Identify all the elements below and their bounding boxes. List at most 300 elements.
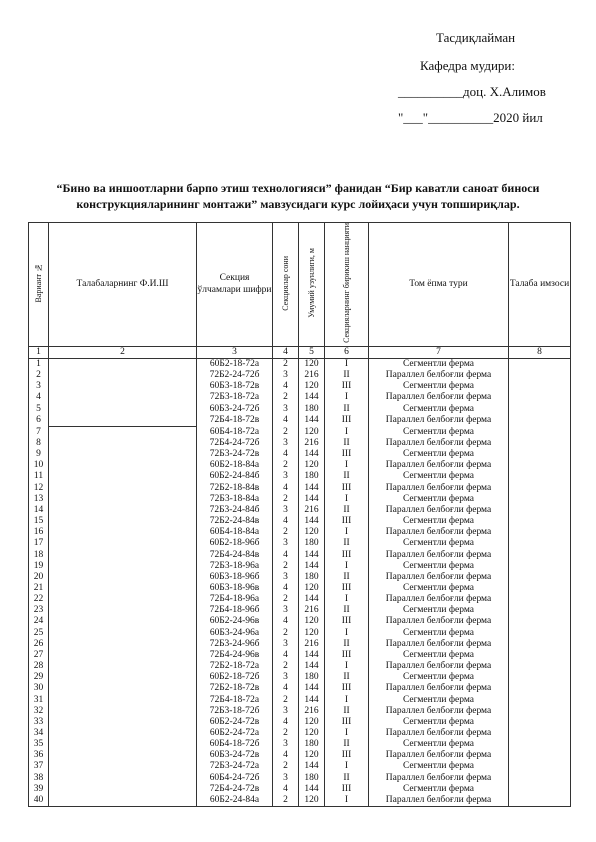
table-row — [29, 773, 571, 784]
roof-type-cell: Сегментли ферма — [369, 583, 509, 594]
table-row — [29, 661, 571, 672]
table-row — [29, 505, 571, 516]
table-row — [29, 460, 571, 471]
column-number: 1 — [29, 346, 49, 358]
student-name-cell[interactable] — [49, 516, 197, 527]
section-count-cell: 4 — [273, 550, 299, 561]
section-count-cell: 3 — [273, 739, 299, 750]
section-code-cell: 72Б3-18-72а — [197, 392, 273, 403]
variant-cell: 9 — [29, 449, 49, 460]
section-count-cell: 2 — [273, 661, 299, 672]
student-name-cell[interactable] — [49, 381, 197, 392]
roof-type-cell: Сегментли ферма — [369, 628, 509, 639]
student-name-cell[interactable] — [49, 392, 197, 403]
column-number: 4 — [273, 346, 299, 358]
title-line-2: конструкцияларининг монтажи” мавзусидаги курс лойиҳаси учун топшириқлар. — [76, 197, 520, 211]
joint-cell: III — [325, 650, 369, 661]
signature-cell[interactable] — [509, 483, 571, 494]
variant-cell: 2 — [29, 370, 49, 381]
section-code-cell: 60Б3-18-96в — [197, 583, 273, 594]
signature-cell[interactable] — [509, 683, 571, 694]
table-row — [29, 438, 571, 449]
roof-type-cell: Параллел белбоғли ферма — [369, 572, 509, 583]
student-name-cell[interactable] — [49, 695, 197, 706]
joint-cell: I — [325, 460, 369, 471]
section-count-cell: 2 — [273, 594, 299, 605]
joint-cell: I — [325, 527, 369, 538]
variant-cell: 7 — [29, 426, 49, 438]
section-count-cell: 3 — [273, 538, 299, 549]
section-code-cell: 72Б3-24-72в — [197, 449, 273, 460]
section-code-cell: 72Б3-18-84а — [197, 494, 273, 505]
table-row — [29, 750, 571, 761]
section-count-cell: 2 — [273, 695, 299, 706]
section-count-cell: 3 — [273, 404, 299, 415]
student-name-cell[interactable] — [49, 717, 197, 728]
student-name-cell[interactable] — [49, 605, 197, 616]
table-row — [29, 483, 571, 494]
variant-cell: 29 — [29, 672, 49, 683]
section-count-cell: 3 — [273, 471, 299, 482]
section-count-cell: 4 — [273, 583, 299, 594]
section-count-cell: 3 — [273, 370, 299, 381]
signature-cell[interactable] — [509, 616, 571, 627]
length-cell: 144 — [299, 761, 325, 772]
signature-cell[interactable] — [509, 750, 571, 761]
roof-type-cell: Сегментли ферма — [369, 739, 509, 750]
variant-cell: 15 — [29, 516, 49, 527]
column-number: 6 — [325, 346, 369, 358]
length-cell: 144 — [299, 683, 325, 694]
student-name-cell[interactable] — [49, 784, 197, 795]
table-row — [29, 695, 571, 706]
length-cell: 120 — [299, 750, 325, 761]
variant-cell: 11 — [29, 471, 49, 482]
column-number: 8 — [509, 346, 571, 358]
variant-cell: 8 — [29, 438, 49, 449]
student-name-cell[interactable] — [49, 572, 197, 583]
section-code-cell: 60Б3-18-72в — [197, 381, 273, 392]
signature-cell[interactable] — [509, 494, 571, 505]
section-count-cell: 3 — [273, 639, 299, 650]
section-code-cell: 72Б4-18-72а — [197, 695, 273, 706]
student-name-cell[interactable] — [49, 527, 197, 538]
section-count-cell: 4 — [273, 616, 299, 627]
section-code-cell: 60Б2-18-72б — [197, 672, 273, 683]
section-count-cell: 3 — [273, 773, 299, 784]
roof-type-cell: Параллел белбоғли ферма — [369, 639, 509, 650]
signature-cell[interactable] — [509, 392, 571, 403]
joint-cell: II — [325, 773, 369, 784]
section-code-cell: 60Б4-18-84а — [197, 527, 273, 538]
roof-type-cell: Параллел белбоғли ферма — [369, 392, 509, 403]
joint-cell: I — [325, 494, 369, 505]
length-cell: 216 — [299, 706, 325, 717]
variant-cell: 39 — [29, 784, 49, 795]
length-cell: 180 — [299, 572, 325, 583]
student-name-cell[interactable] — [49, 750, 197, 761]
joint-cell: I — [325, 695, 369, 706]
signature-cell[interactable] — [509, 358, 571, 370]
roof-type-cell: Параллел белбоғли ферма — [369, 594, 509, 605]
length-cell: 144 — [299, 661, 325, 672]
department-head-label: Кафедра мудири: — [420, 58, 515, 73]
joint-cell: III — [325, 717, 369, 728]
section-code-cell: 72Б4-24-96в — [197, 650, 273, 661]
length-cell: 144 — [299, 784, 325, 795]
student-name-cell[interactable] — [49, 628, 197, 639]
length-cell: 216 — [299, 605, 325, 616]
section-code-cell: 72Б3-18-96а — [197, 561, 273, 572]
roof-type-cell: Сегментли ферма — [369, 494, 509, 505]
section-count-cell: 4 — [273, 381, 299, 392]
table-row — [29, 639, 571, 650]
section-code-cell: 72Б4-18-72в — [197, 415, 273, 427]
section-count-cell: 3 — [273, 572, 299, 583]
signature-cell[interactable] — [509, 773, 571, 784]
student-name-cell[interactable] — [49, 471, 197, 482]
signature-cell[interactable] — [509, 527, 571, 538]
column-number: 7 — [369, 346, 509, 358]
length-cell: 180 — [299, 471, 325, 482]
signature-cell[interactable] — [509, 739, 571, 750]
student-name-cell[interactable] — [49, 739, 197, 750]
table-row — [29, 761, 571, 772]
roof-type-cell: Сегментли ферма — [369, 449, 509, 460]
joint-cell: III — [325, 449, 369, 460]
student-name-cell[interactable] — [49, 672, 197, 683]
roof-type-cell: Сегментли ферма — [369, 538, 509, 549]
student-name-cell[interactable] — [49, 505, 197, 516]
section-count-cell: 4 — [273, 750, 299, 761]
roof-type-cell: Параллел белбоғли ферма — [369, 505, 509, 516]
signature-cell[interactable] — [509, 594, 571, 605]
section-count-cell: 4 — [273, 449, 299, 460]
header-roof-type: Том ёпма тури — [369, 223, 509, 347]
roof-type-cell: Сегментли ферма — [369, 695, 509, 706]
length-cell: 216 — [299, 639, 325, 650]
signature-cell[interactable] — [509, 561, 571, 572]
joint-cell: I — [325, 561, 369, 572]
length-cell: 144 — [299, 650, 325, 661]
column-number: 5 — [299, 346, 325, 358]
section-count-cell: 2 — [273, 527, 299, 538]
roof-type-cell: Сегментли ферма — [369, 404, 509, 415]
roof-type-cell: Параллел белбоғли ферма — [369, 438, 509, 449]
length-cell: 144 — [299, 494, 325, 505]
length-cell: 144 — [299, 516, 325, 527]
section-count-cell: 4 — [273, 516, 299, 527]
joint-cell: III — [325, 784, 369, 795]
header-row — [29, 223, 571, 347]
variant-cell: 24 — [29, 616, 49, 627]
table-row — [29, 392, 571, 403]
variant-cell: 33 — [29, 717, 49, 728]
signature-cell[interactable] — [509, 784, 571, 795]
variant-cell: 21 — [29, 583, 49, 594]
length-cell: 120 — [299, 717, 325, 728]
section-code-cell: 60Б4-18-72б — [197, 739, 273, 750]
joint-cell: III — [325, 750, 369, 761]
roof-type-cell: Параллел белбоғли ферма — [369, 706, 509, 717]
variant-cell: 3 — [29, 381, 49, 392]
table-row — [29, 572, 571, 583]
length-cell: 144 — [299, 415, 325, 427]
table-row — [29, 650, 571, 661]
joint-cell: II — [325, 672, 369, 683]
length-cell: 216 — [299, 370, 325, 381]
signature-cell[interactable] — [509, 550, 571, 561]
joint-cell: II — [325, 505, 369, 516]
variant-cell: 20 — [29, 572, 49, 583]
roof-type-cell: Сегментли ферма — [369, 717, 509, 728]
section-code-cell: 72Б2-18-72а — [197, 661, 273, 672]
section-code-cell: 72Б3-18-72б — [197, 706, 273, 717]
variant-cell: 26 — [29, 639, 49, 650]
variant-cell: 32 — [29, 706, 49, 717]
length-cell: 144 — [299, 483, 325, 494]
roof-type-cell: Сегментли ферма — [369, 650, 509, 661]
section-code-cell: 72Б4-24-84в — [197, 550, 273, 561]
length-cell: 180 — [299, 538, 325, 549]
signature-cell[interactable] — [509, 381, 571, 392]
length-cell: 120 — [299, 616, 325, 627]
signature-cell[interactable] — [509, 605, 571, 616]
section-code-cell: 60Б3-24-72в — [197, 750, 273, 761]
student-name-cell[interactable] — [49, 550, 197, 561]
section-code-cell: 60Б2-18-96б — [197, 538, 273, 549]
signature-cell[interactable] — [509, 471, 571, 482]
variant-cell: 5 — [29, 404, 49, 415]
joint-cell: I — [325, 728, 369, 739]
section-count-cell: 3 — [273, 505, 299, 516]
approval-label: Тасдиқлайман — [436, 30, 516, 45]
roof-type-cell: Сегментли ферма — [369, 516, 509, 527]
joint-cell: II — [325, 739, 369, 750]
joint-cell: III — [325, 583, 369, 594]
signature-cell[interactable] — [509, 695, 571, 706]
section-count-cell: 4 — [273, 415, 299, 427]
length-cell: 120 — [299, 426, 325, 438]
table-row — [29, 784, 571, 795]
header-student-name: Талабаларнинг Ф.И.Ш — [49, 223, 197, 347]
document-title — [10, 180, 586, 212]
roof-type-cell: Параллел белбоғли ферма — [369, 616, 509, 627]
length-cell: 144 — [299, 695, 325, 706]
table-row — [29, 471, 571, 482]
student-name-cell[interactable] — [49, 761, 197, 772]
table-row — [29, 561, 571, 572]
roof-type-cell: Параллел белбоғли ферма — [369, 460, 509, 471]
joint-cell: I — [325, 761, 369, 772]
length-cell: 144 — [299, 594, 325, 605]
signature-cell[interactable] — [509, 639, 571, 650]
length-cell: 120 — [299, 795, 325, 807]
length-cell: 180 — [299, 404, 325, 415]
length-cell: 120 — [299, 358, 325, 370]
length-cell: 216 — [299, 438, 325, 449]
student-name-cell[interactable] — [49, 438, 197, 449]
signature-cell[interactable] — [509, 426, 571, 438]
section-count-cell: 2 — [273, 494, 299, 505]
student-name-cell[interactable] — [49, 639, 197, 650]
joint-cell: II — [325, 639, 369, 650]
length-cell: 144 — [299, 449, 325, 460]
section-count-cell: 2 — [273, 358, 299, 370]
joint-cell: II — [325, 404, 369, 415]
signature-cell[interactable] — [509, 583, 571, 594]
student-name-cell[interactable] — [49, 706, 197, 717]
student-name-cell[interactable] — [49, 594, 197, 605]
joint-cell: III — [325, 415, 369, 427]
section-code-cell: 60Б4-24-72б — [197, 773, 273, 784]
signature-cell[interactable] — [509, 516, 571, 527]
section-count-cell: 3 — [273, 706, 299, 717]
table-row — [29, 370, 571, 381]
signature-cell[interactable] — [509, 505, 571, 516]
student-name-cell[interactable] — [49, 650, 197, 661]
variant-cell: 6 — [29, 415, 49, 427]
joint-cell: I — [325, 594, 369, 605]
roof-type-cell: Параллел белбоғли ферма — [369, 415, 509, 427]
signature-cell[interactable] — [509, 404, 571, 415]
joint-cell: III — [325, 550, 369, 561]
table-row — [29, 616, 571, 627]
table-row — [29, 516, 571, 527]
student-name-cell[interactable] — [49, 661, 197, 672]
signature-cell[interactable] — [509, 661, 571, 672]
signature-cell[interactable] — [509, 706, 571, 717]
student-name-cell[interactable] — [49, 583, 197, 594]
table-row — [29, 739, 571, 750]
joint-cell: II — [325, 605, 369, 616]
length-cell: 144 — [299, 550, 325, 561]
table-row — [29, 426, 571, 438]
joint-cell: I — [325, 661, 369, 672]
variant-cell: 37 — [29, 761, 49, 772]
signature-cell[interactable] — [509, 415, 571, 427]
roof-type-cell: Параллел белбоғли ферма — [369, 527, 509, 538]
student-name-cell[interactable] — [49, 483, 197, 494]
section-code-cell: 72Б3-24-84б — [197, 505, 273, 516]
variant-cell: 31 — [29, 695, 49, 706]
signature-cell[interactable] — [509, 761, 571, 772]
signature-cell[interactable] — [509, 438, 571, 449]
student-name-cell[interactable] — [49, 683, 197, 694]
student-name-cell[interactable] — [49, 460, 197, 471]
joint-cell: III — [325, 483, 369, 494]
student-name-cell[interactable] — [49, 415, 197, 427]
student-name-cell[interactable] — [49, 370, 197, 381]
student-name-cell[interactable] — [49, 449, 197, 460]
section-code-cell: 72Б4-18-96б — [197, 605, 273, 616]
variant-cell: 40 — [29, 795, 49, 807]
student-name-cell[interactable] — [49, 795, 197, 807]
roof-type-cell: Сегментли ферма — [369, 672, 509, 683]
variant-cell: 38 — [29, 773, 49, 784]
assignment-table — [28, 222, 571, 807]
joint-cell: II — [325, 370, 369, 381]
roof-type-cell: Сегментли ферма — [369, 605, 509, 616]
variant-cell: 12 — [29, 483, 49, 494]
student-name-cell[interactable] — [49, 538, 197, 549]
header-variant: Вариант № — [29, 223, 49, 347]
signature-cell[interactable] — [509, 449, 571, 460]
signature-cell[interactable] — [509, 538, 571, 549]
variant-cell: 27 — [29, 650, 49, 661]
section-count-cell: 2 — [273, 460, 299, 471]
joint-cell: II — [325, 706, 369, 717]
signature-cell[interactable] — [509, 795, 571, 807]
section-code-cell: 60Б2-24-96в — [197, 616, 273, 627]
variant-cell: 25 — [29, 628, 49, 639]
header-section-count: Секциялар сони — [273, 223, 299, 347]
signature-cell[interactable] — [509, 370, 571, 381]
student-name-cell[interactable] — [49, 561, 197, 572]
header-joint-note: Секцияларнинг бирикиш нанцияти — [325, 223, 369, 347]
signature-cell[interactable] — [509, 460, 571, 471]
section-count-cell: 3 — [273, 672, 299, 683]
signature-cell[interactable] — [509, 672, 571, 683]
signature-cell[interactable] — [509, 717, 571, 728]
variant-cell: 18 — [29, 550, 49, 561]
variant-cell: 34 — [29, 728, 49, 739]
signature-cell[interactable] — [509, 572, 571, 583]
joint-cell: I — [325, 628, 369, 639]
student-name-cell[interactable] — [49, 358, 197, 370]
length-cell: 144 — [299, 392, 325, 403]
section-code-cell: 72Б4-18-96а — [197, 594, 273, 605]
signature-cell[interactable] — [509, 628, 571, 639]
section-count-cell: 2 — [273, 426, 299, 438]
length-cell: 120 — [299, 460, 325, 471]
table-row — [29, 550, 571, 561]
table-row — [29, 583, 571, 594]
joint-cell: I — [325, 358, 369, 370]
student-name-cell[interactable] — [49, 426, 197, 438]
student-name-cell[interactable] — [49, 616, 197, 627]
student-name-cell[interactable] — [49, 494, 197, 505]
section-code-cell: 60Б2-24-84б — [197, 471, 273, 482]
section-count-cell: 4 — [273, 483, 299, 494]
table-body — [29, 358, 571, 806]
section-count-cell: 2 — [273, 761, 299, 772]
joint-cell: II — [325, 538, 369, 549]
joint-cell: III — [325, 616, 369, 627]
student-name-cell[interactable] — [49, 773, 197, 784]
length-cell: 120 — [299, 583, 325, 594]
length-cell: 180 — [299, 739, 325, 750]
section-code-cell: 72Б4-24-72в — [197, 784, 273, 795]
section-code-cell: 60Б3-24-72б — [197, 404, 273, 415]
joint-cell: III — [325, 516, 369, 527]
roof-type-cell: Сегментли ферма — [369, 358, 509, 370]
section-count-cell: 2 — [273, 628, 299, 639]
signature-cell[interactable] — [509, 650, 571, 661]
table-row — [29, 404, 571, 415]
variant-cell: 13 — [29, 494, 49, 505]
section-code-cell: 60Б3-18-96б — [197, 572, 273, 583]
joint-cell: III — [325, 683, 369, 694]
student-name-cell[interactable] — [49, 404, 197, 415]
signature-cell[interactable] — [509, 728, 571, 739]
variant-cell: 14 — [29, 505, 49, 516]
length-cell: 216 — [299, 505, 325, 516]
table-row — [29, 527, 571, 538]
table-row — [29, 494, 571, 505]
student-name-cell[interactable] — [49, 728, 197, 739]
length-cell: 120 — [299, 728, 325, 739]
